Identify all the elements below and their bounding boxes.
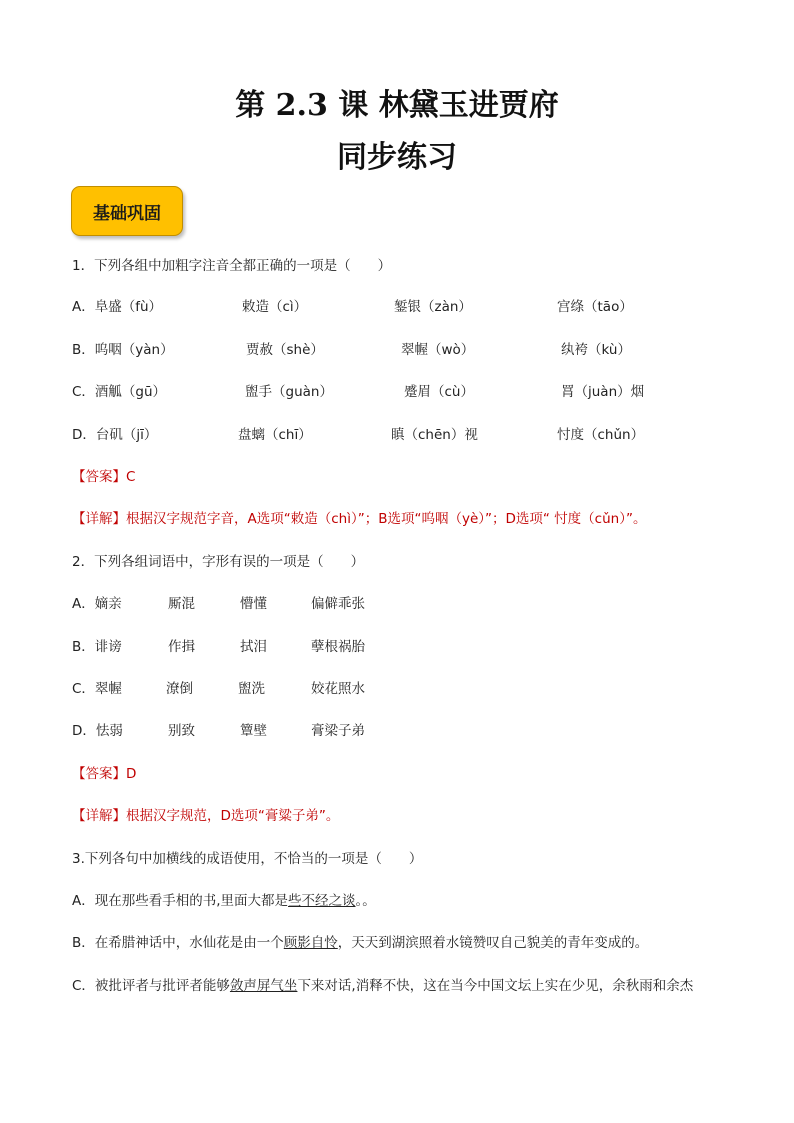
q2-stem: 2．下列各组词语中，字形有误的一项是（ ） [72, 554, 365, 570]
q1-option-a-4: 宫绦（tāo） [557, 299, 633, 315]
q3-stem: 3.下列各句中加横线的成语使用，不恰当的一项是（ ） [72, 851, 423, 867]
q2-option-d-2: 别致 [168, 723, 195, 739]
page-subtitle: 同步练习 [337, 140, 457, 175]
q2-option-c-4: 姣花照水 [311, 681, 365, 697]
q3-a-end: 。。 [355, 893, 376, 909]
q2-option-c-3: 盥洗 [238, 681, 265, 697]
q1-detail-label: 【详解】 [72, 511, 126, 527]
q2-answer-value: D [126, 766, 137, 782]
q3-b-idiom: 顾影自怜 [283, 935, 338, 951]
q1-detail [72, 509, 646, 529]
q2-option-c-1: C．翠幄 [72, 681, 122, 697]
q1-option-d-3: 瞋（chēn）视 [391, 427, 478, 443]
q1-option-d-4: 忖度（chǔn） [557, 427, 645, 443]
q3-a-idiom: 些不经之谈 [288, 893, 356, 909]
q1-option-b-4: 纨袴（kù） [561, 342, 631, 358]
q2-option-b-2: 作揖 [168, 639, 195, 655]
q1-answer-value: C [126, 469, 136, 485]
q3-option-c [72, 976, 693, 996]
q2-option-d-3: 簟壁 [240, 723, 267, 739]
section-badge: 基础巩固 [71, 186, 183, 236]
q2-answer [72, 764, 136, 784]
q2-option-b-1: B．诽谤 [72, 639, 122, 655]
q1-option-d-1: D．台矶（jī） [72, 427, 158, 443]
q1-option-c-2: 盥手（guàn） [245, 384, 333, 400]
q1-option-b-3: 翠幄（wò） [401, 342, 475, 358]
q2-option-a-3: 懵懂 [240, 596, 267, 612]
q1-answer-label: 【答案】 [72, 469, 126, 485]
q2-detail [72, 806, 339, 826]
q1-option-d-2: 盘螭（chī） [238, 427, 312, 443]
q1-option-a-3: 錾银（zàn） [394, 299, 472, 315]
q2-option-d-1: D．怯弱 [72, 723, 123, 739]
q1-answer [72, 467, 135, 487]
q3-a-text: A．现在那些看手相的书,里面大都是 [72, 893, 289, 909]
q2-option-d-4: 膏梁子弟 [311, 723, 365, 739]
q1-stem: 1．下列各组中加粗字注音全都正确的一项是（ ） [72, 258, 392, 274]
q1-option-c-3: 蹙眉（cù） [404, 384, 474, 400]
q3-c-idiom: 敛声屏气坐 [229, 978, 298, 994]
q3-option-b [72, 933, 648, 953]
page-title: 第 2.3 课 林黛玉进贾府 [235, 88, 559, 123]
q2-option-a-4: 偏僻乖张 [311, 596, 365, 612]
q1-option-b-2: 贾赦（shè） [246, 342, 324, 358]
q1-option-c-4: 罥（juàn）烟 [561, 384, 645, 400]
q2-answer-label: 【答案】 [72, 766, 126, 782]
q1-detail-text: 根据汉字规范字音，A选项“敕造（chì）”；B选项“呜咽（yè）”；D选项“ 忖度（cǔn）”。 [126, 511, 647, 527]
q1-option-a-1: A．阜盛（fù） [72, 299, 163, 315]
q3-c-text: C．被批评者与批评者能够 [72, 978, 230, 994]
q1-option-b-1: B．呜咽（yàn） [72, 342, 174, 358]
q2-option-c-2: 潦倒 [166, 681, 193, 697]
q3-c-end: 下来对话,消释不快，这在当今中国文坛上实在少见，余秋雨和余杰 [297, 978, 694, 994]
q2-option-b-3: 拭泪 [240, 639, 267, 655]
q1-option-a-2: 敕造（cì） [242, 299, 308, 315]
q2-option-b-4: 孽根祸胎 [311, 639, 365, 655]
q3-option-a [72, 891, 376, 911]
q1-option-c-1: C．酒觚（gū） [72, 384, 167, 400]
q2-detail-label: 【详解】 [72, 808, 126, 824]
q2-detail-text: 根据汉字规范，D选项“膏粱子弟”。 [126, 808, 340, 824]
q3-b-end: ，天天到湖滨照着水镜赞叹自己貌美的青年变成的。 [337, 935, 649, 951]
q2-option-a-1: A．嫡亲 [72, 596, 122, 612]
q2-option-a-2: 厮混 [168, 596, 195, 612]
q3-b-text: B．在希腊神话中，水仙花是由一个 [72, 935, 284, 951]
